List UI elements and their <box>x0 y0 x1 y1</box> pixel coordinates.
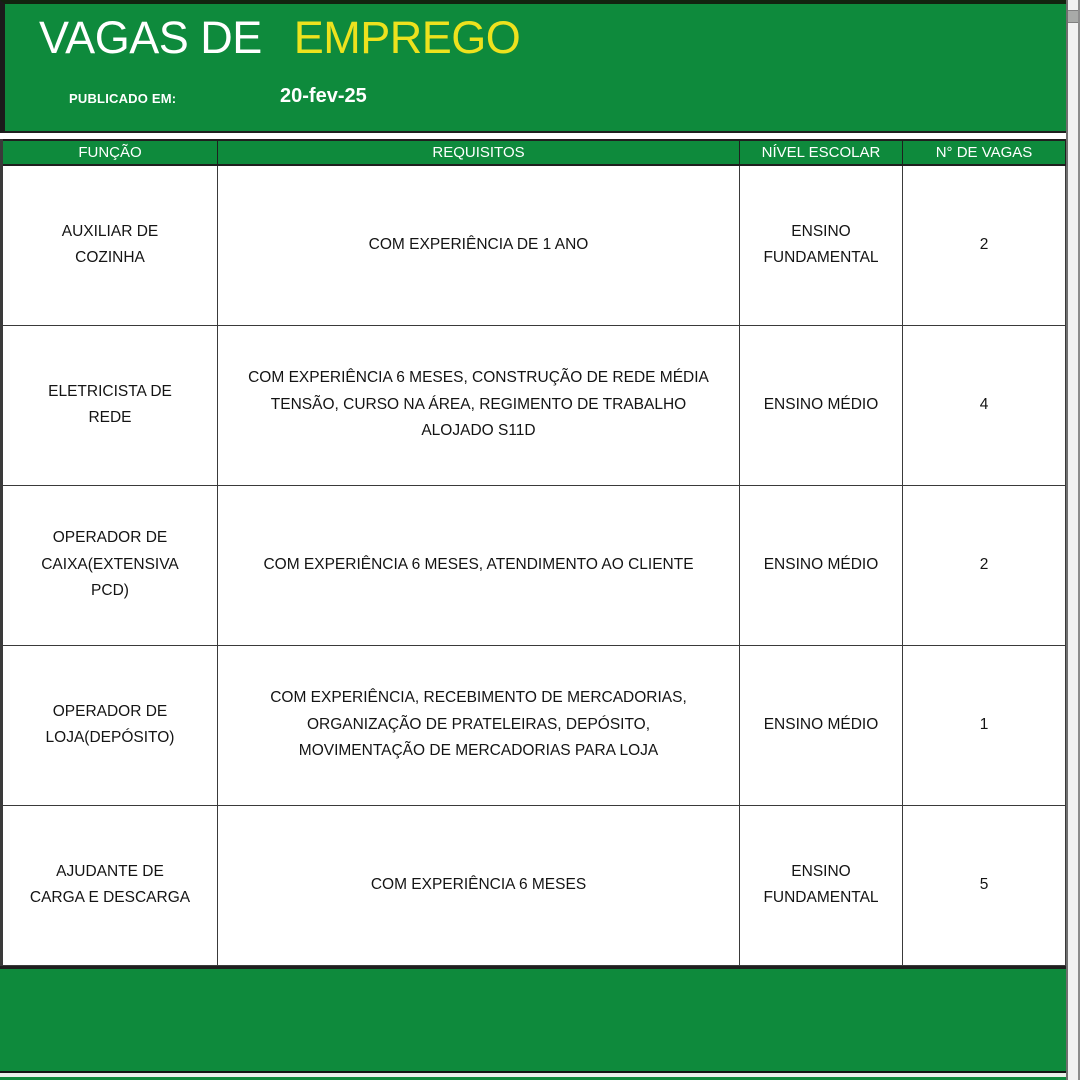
vertical-scrollbar[interactable] <box>1066 0 1080 1080</box>
cell-funcao: ELETRICISTA DE REDE <box>2 325 218 485</box>
cell-n-de-vagas: 5 <box>903 805 1066 965</box>
table-row <box>2 325 1066 485</box>
cell-n-de-vagas: 4 <box>903 325 1066 485</box>
cell-funcao: AUXILIAR DE COZINHA <box>2 165 218 325</box>
table-row <box>2 645 1066 805</box>
cell-funcao: AJUDANTE DE CARGA E DESCARGA <box>2 805 218 965</box>
footer-band <box>0 966 1066 1071</box>
column-header-requisitos: REQUISITOS <box>218 140 740 165</box>
cell-funcao: OPERADOR DE LOJA(DEPÓSITO) <box>2 645 218 805</box>
table-row <box>2 165 1066 325</box>
cell-requisitos: COM EXPERIÊNCIA DE 1 ANO <box>218 165 740 325</box>
cell-requisitos: COM EXPERIÊNCIA 6 MESES, ATENDIMENTO AO CLIENTE <box>218 485 740 645</box>
cell-requisitos: COM EXPERIÊNCIA 6 MESES <box>218 805 740 965</box>
cell-nivel-escolar: ENSINO MÉDIO <box>740 325 903 485</box>
cell-requisitos: COM EXPERIÊNCIA, RECEBIMENTO DE MERCADORIAS, ORGANIZAÇÃO DE PRATELEIRAS, DEPÓSITO, MOVIMENTAÇÃO DE MERCADORIAS PARA LOJA <box>218 645 740 805</box>
cell-requisitos: COM EXPERIÊNCIA 6 MESES, CONSTRUÇÃO DE REDE MÉDIA TENSÃO, CURSO NA ÁREA, REGIMENTO DE TRABALHO ALOJADO S11D <box>218 325 740 485</box>
bottom-edge-strip <box>0 1071 1066 1080</box>
cell-n-de-vagas: 2 <box>903 485 1066 645</box>
column-header-nivel-escolar: NÍVEL ESCOLAR <box>740 140 903 165</box>
title-yellow-part: EMPREGO <box>293 12 521 63</box>
masthead <box>0 0 1066 133</box>
page-title <box>39 12 520 64</box>
cell-nivel-escolar: ENSINO FUNDAMENTAL <box>740 805 903 965</box>
title-white-part: VAGAS DE <box>39 12 262 63</box>
table-row <box>2 805 1066 965</box>
scrollbar-thumb[interactable] <box>1068 10 1078 23</box>
cell-nivel-escolar: ENSINO FUNDAMENTAL <box>740 165 903 325</box>
jobs-table <box>0 139 1066 966</box>
cell-nivel-escolar: ENSINO MÉDIO <box>740 485 903 645</box>
table-row <box>2 485 1066 645</box>
published-label: PUBLICADO EM: <box>69 91 177 106</box>
cell-n-de-vagas: 1 <box>903 645 1066 805</box>
table-header-row <box>2 140 1066 165</box>
cell-nivel-escolar: ENSINO MÉDIO <box>740 645 903 805</box>
published-date: 20-fev-25 <box>280 85 367 107</box>
cell-funcao: OPERADOR DE CAIXA(EXTENSIVA PCD) <box>2 485 218 645</box>
column-header-n-de-vagas: N° DE VAGAS <box>903 140 1066 165</box>
cell-n-de-vagas: 2 <box>903 165 1066 325</box>
column-header-funcao: FUNÇÃO <box>2 140 218 165</box>
